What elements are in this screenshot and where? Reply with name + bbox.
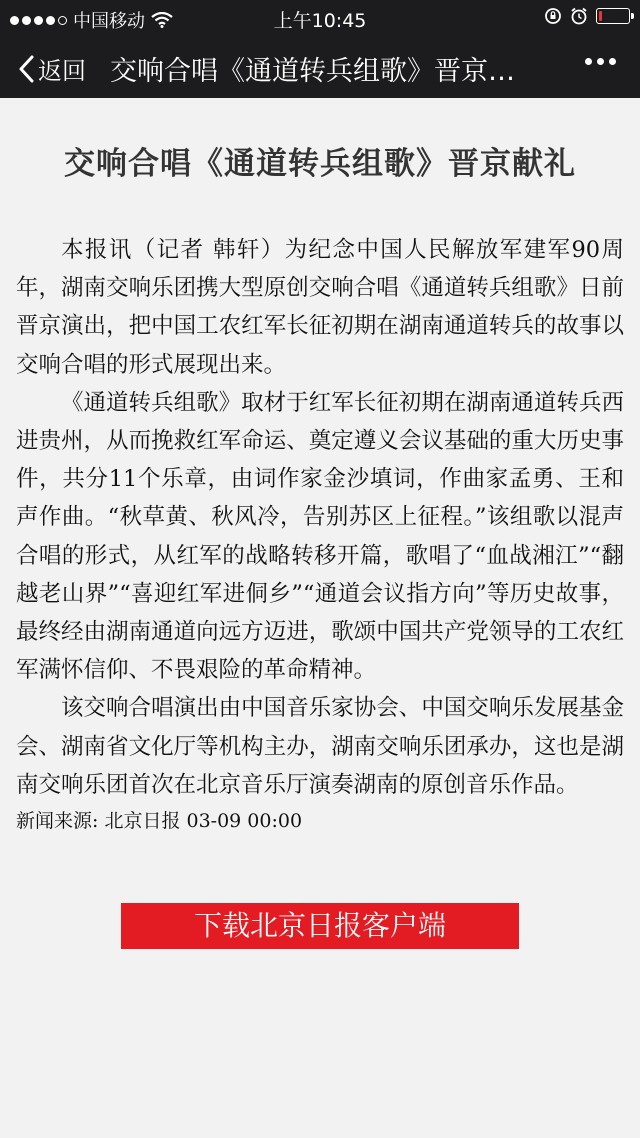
status-right bbox=[544, 7, 630, 25]
article-paragraph: 该交响合唱演出由中国音乐家协会、中国交响乐发展基金会、湖南省文化厅等机构主办，湖南交响乐团承办，这也是湖南交响乐团首次在北京音乐厅演奏湖南的原创音乐作品。 bbox=[16, 695, 624, 798]
alarm-icon bbox=[570, 7, 588, 25]
article-paragraph: 本报讯（记者 韩轩）为纪念中国人民解放军建军90周年，湖南交响乐团携大型原创交响合唱《通道转兵组歌》日前晋京演出，把中国工农红军长征初期在湖南通道转兵的故事以交响合唱的形式展现出来。 bbox=[16, 237, 624, 378]
news-source: 新闻来源: 北京日报 03-09 00:00 bbox=[16, 810, 303, 833]
lock-rotation-icon bbox=[544, 7, 562, 25]
article bbox=[16, 98, 624, 833]
article-title: 交响合唱《通道转兵组歌》晋京献礼 bbox=[64, 146, 576, 182]
status-bar bbox=[0, 0, 640, 36]
article-body bbox=[16, 231, 624, 804]
back-button[interactable] bbox=[18, 51, 86, 86]
more-icon[interactable] bbox=[585, 58, 616, 65]
carrier-name: 中国移动 bbox=[73, 11, 145, 32]
status-time: 上午10:45 bbox=[273, 10, 367, 32]
back-label: 返回 bbox=[38, 57, 86, 85]
battery-icon bbox=[596, 8, 630, 24]
navigation-bar bbox=[0, 36, 640, 98]
nav-title: 交响合唱《通道转兵组歌》晋京… bbox=[110, 56, 515, 87]
download-app-button[interactable]: 下载北京日报客户端 bbox=[121, 903, 519, 949]
battery-level bbox=[599, 11, 602, 21]
article-paragraph: 《通道转兵组歌》取材于红军长征初期在湖南通道转兵西进贵州，从而挽救红军命运、奠定遵义会议基础的重大历史事件，共分11个乐章，由词作家金沙填词，作曲家孟勇、王和声作曲。“秋草黄、秋风冷，告别苏区上征程。”该组歌以混声合唱的形式，从红军的战略转移开篇，歌唱了“血战湘江”“翻越老山界”“喜迎红军进侗乡”“通道会议指方向”等历史故事，最终经由湖南通道向远方迈进，歌颂中国共产党领导的工农红军满怀信仰、不畏艰险的革命精神。 bbox=[16, 389, 624, 684]
back-chevron-icon bbox=[18, 55, 34, 83]
